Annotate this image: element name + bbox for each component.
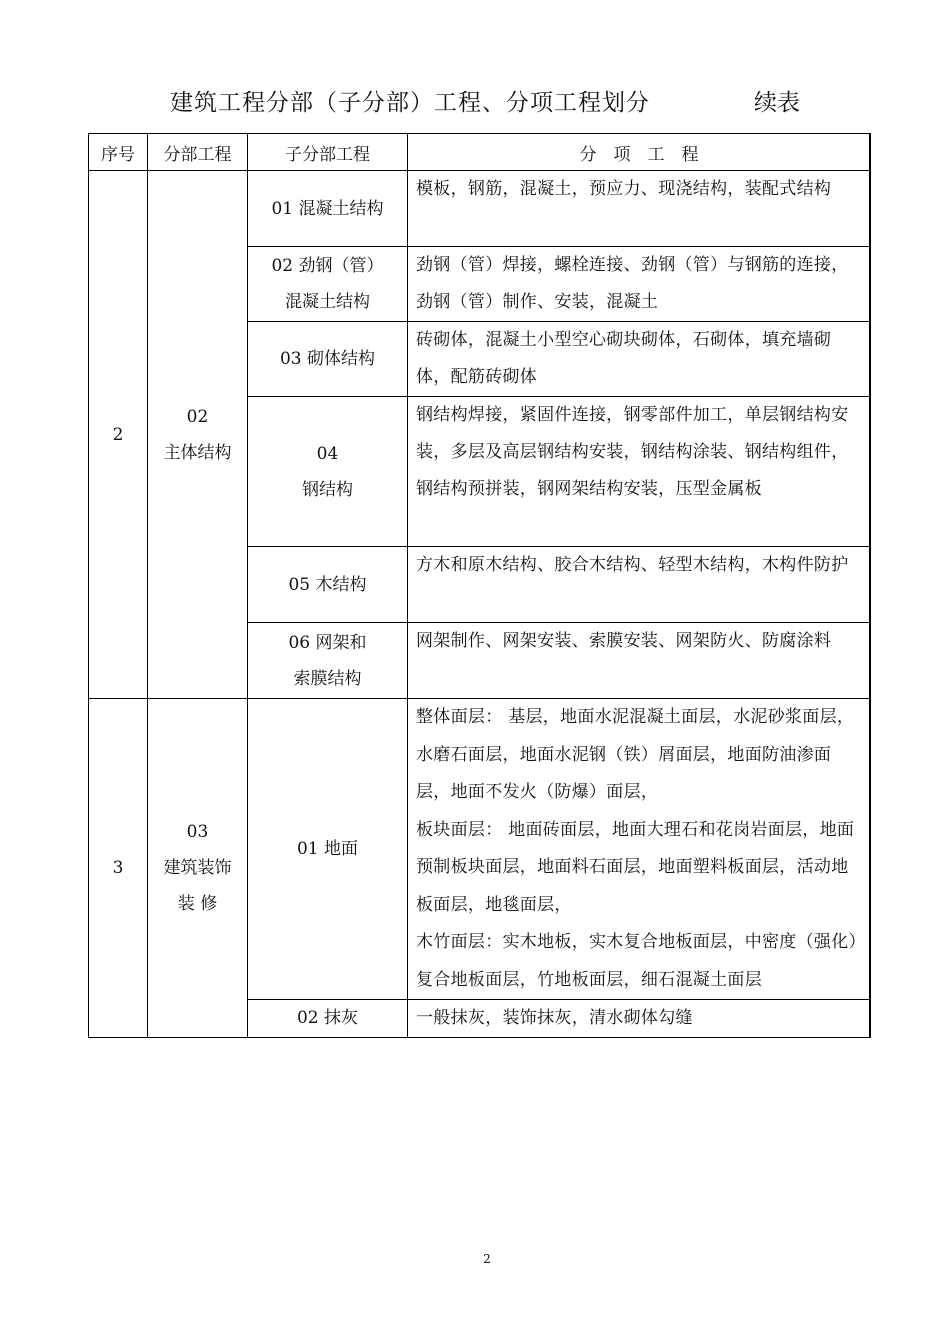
items-cell: 钢结构焊接，紧固件连接，钢零部件加工，单层钢结构安装，多层及高层钢结构安装，钢结构涂装、钢结构组件，钢结构预拼装，钢网架结构安装，压型金属板 bbox=[408, 397, 871, 547]
items-cell: 整体面层： 基层，地面水泥混凝土面层，水泥砂浆面层，水磨石面层，地面水泥钢（铁）屑面层，地面防油渗面层，地面不发火（防爆）面层， 板块面层： 地面砖面层，地面大理石和花岗岩面层，地面预制板块面层，地面料石面层，地面塑料板面层，活动地板面层，地毯面层， 木竹面层：实木地板，实木复合地板面层，中密度（强化）复合地板面层，竹地板面层，细石混凝土面层 bbox=[408, 699, 871, 1000]
header-dept: 分部工程 bbox=[148, 134, 248, 171]
sub-dept-cell: 05 木结构 bbox=[248, 547, 408, 623]
header-seq: 序号 bbox=[89, 134, 148, 171]
header-sub-dept: 子分部工程 bbox=[248, 134, 408, 171]
page-number: 2 bbox=[483, 1252, 491, 1266]
title-main: 建筑工程分部（子分部）工程、分项工程划分 bbox=[170, 90, 650, 116]
table-right-border bbox=[869, 133, 871, 1038]
header-items: 分 项 工 程 bbox=[408, 134, 871, 171]
sub-dept-cell: 04 钢结构 bbox=[248, 397, 408, 547]
dept-cell: 03 建筑装饰 装 修 bbox=[148, 699, 248, 1038]
document-title bbox=[0, 84, 950, 124]
items-cell: 模板，钢筋，混凝土，预应力、现浇结构，装配式结构 bbox=[408, 171, 871, 247]
seq-cell: 2 bbox=[89, 171, 148, 699]
items-cell: 网架制作、网架安装、索膜安装、网架防火、防腐涂料 bbox=[408, 623, 871, 699]
sub-dept-cell: 01 地面 bbox=[248, 699, 408, 1000]
division-table bbox=[88, 133, 871, 1038]
title-continued-label: 续表 bbox=[754, 90, 800, 116]
items-cell: 劲钢（管）焊接，螺栓连接、劲钢（管）与钢筋的连接，劲钢（管）制作、安装，混凝土 bbox=[408, 247, 871, 322]
items-cell: 方木和原木结构、胶合木结构、轻型木结构，木构件防护 bbox=[408, 547, 871, 623]
table-row bbox=[89, 699, 871, 1000]
items-cell: 一般抹灰，装饰抹灰，清水砌体勾缝 bbox=[408, 1000, 871, 1038]
dept-cell: 02 主体结构 bbox=[148, 171, 248, 699]
table-row bbox=[89, 171, 871, 247]
seq-cell: 3 bbox=[89, 699, 148, 1038]
table-header-row bbox=[89, 134, 871, 171]
sub-dept-cell: 02 劲钢（管） 混凝土结构 bbox=[248, 247, 408, 322]
items-cell: 砖砌体，混凝土小型空心砌块砌体，石砌体，填充墙砌体，配筋砖砌体 bbox=[408, 322, 871, 397]
sub-dept-cell: 03 砌体结构 bbox=[248, 322, 408, 397]
sub-dept-cell: 06 网架和 索膜结构 bbox=[248, 623, 408, 699]
sub-dept-cell: 01 混凝土结构 bbox=[248, 171, 408, 247]
sub-dept-cell: 02 抹灰 bbox=[248, 1000, 408, 1038]
